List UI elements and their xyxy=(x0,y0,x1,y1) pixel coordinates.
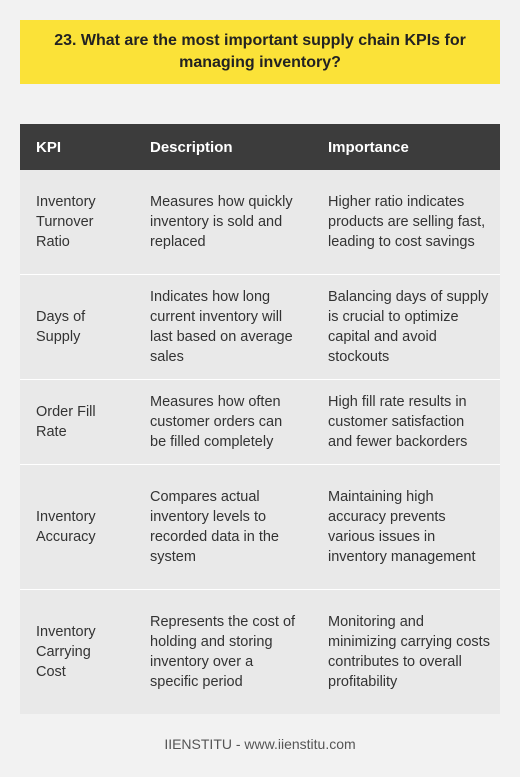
kpi-cell: Inventory Accuracy xyxy=(20,465,134,590)
description-cell: Indicates how long current inventory will last based on average sales xyxy=(134,275,312,380)
table-row xyxy=(20,590,500,715)
kpi-cell: Days of Supply xyxy=(20,275,134,380)
kpi-cell: Inventory Turnover Ratio xyxy=(20,170,134,275)
table-row xyxy=(20,170,500,275)
column-header-importance: Importance xyxy=(312,124,500,170)
description-cell: Compares actual inventory levels to recorded data in the system xyxy=(134,465,312,590)
importance-cell: Maintaining high accuracy prevents various issues in inventory management xyxy=(312,465,500,590)
footer-credit: IIENSTITU - www.iienstitu.com xyxy=(164,736,356,752)
importance-cell: High fill rate results in customer satisfaction and fewer backorders xyxy=(312,380,500,465)
column-header-description: Description xyxy=(134,124,312,170)
description-cell: Measures how often customer orders can be filled completely xyxy=(134,380,312,465)
page-title: 23. What are the most important supply chain KPIs for managing inventory? xyxy=(54,32,466,71)
importance-cell: Higher ratio indicates products are selling fast, leading to cost savings xyxy=(312,170,500,275)
table-row xyxy=(20,380,500,465)
table-header-row xyxy=(20,124,500,170)
description-cell: Measures how quickly inventory is sold and replaced xyxy=(134,170,312,275)
kpi-cell: Inventory Carrying Cost xyxy=(20,590,134,715)
title-banner xyxy=(20,20,500,84)
description-cell: Represents the cost of holding and storing inventory over a specific period xyxy=(134,590,312,715)
column-header-kpi: KPI xyxy=(20,124,134,170)
table-row xyxy=(20,275,500,380)
importance-cell: Monitoring and minimizing carrying costs contributes to overall profitability xyxy=(312,590,500,715)
table-row xyxy=(20,465,500,590)
kpi-table xyxy=(20,124,500,714)
importance-cell: Balancing days of supply is crucial to optimize capital and avoid stockouts xyxy=(312,275,500,380)
kpi-cell: Order Fill Rate xyxy=(20,380,134,465)
